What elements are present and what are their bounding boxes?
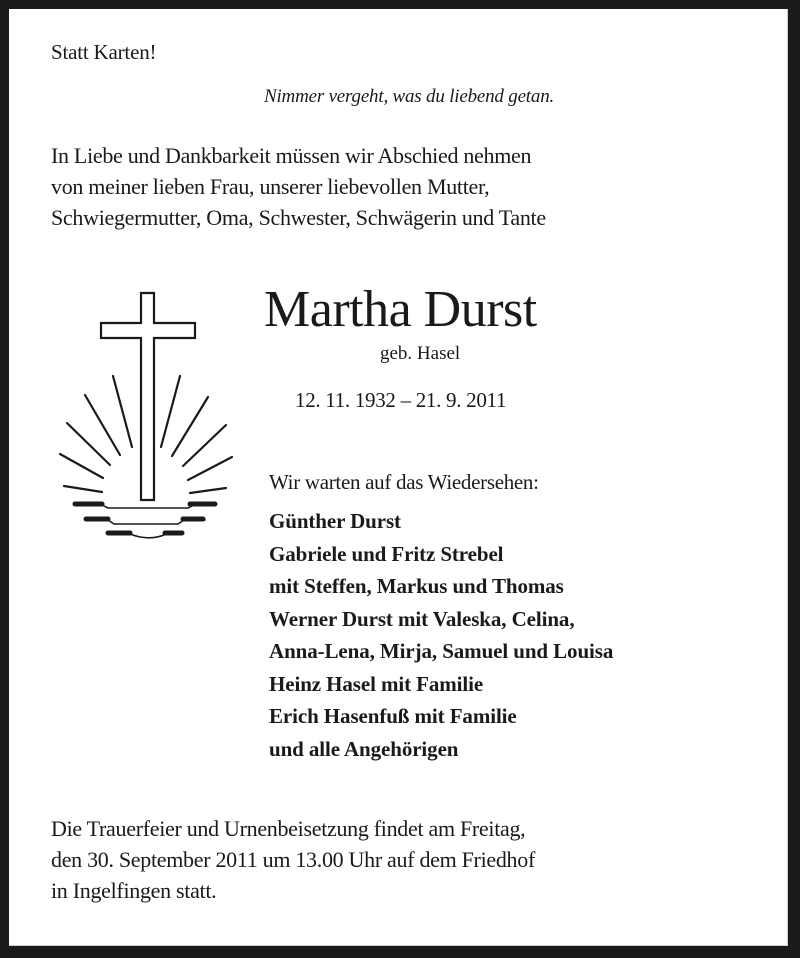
cross-with-sunrays-icon [50, 280, 250, 550]
mourner-line: mit Steffen, Markus und Thomas [269, 574, 564, 598]
service-line: in Ingelfingen statt. [51, 878, 217, 903]
deceased-name: Martha Durst [264, 281, 537, 338]
mourner-line: Erich Hasenfuß mit Familie [269, 704, 517, 728]
mourner-line: und alle Angehörigen [269, 736, 459, 761]
mourner-line: Anna-Lena, Mirja, Samuel und Louisa [269, 639, 614, 663]
mourners-intro: Wir warten auf das Wiedersehen: [269, 470, 539, 494]
mourner-line: Werner Durst mit Valeska, Celina, [269, 606, 575, 631]
mourner-line: Heinz Hasel mit Familie [269, 671, 484, 696]
intro-line: In Liebe und Dankbarkeit müssen wir Abschied nehmen [51, 143, 532, 168]
mourner-line: Gabriele und Fritz Strebel [269, 541, 504, 566]
intro-line: von meiner lieben Frau, unserer liebevollen Mutter, [51, 174, 490, 199]
intro-paragraph [51, 140, 546, 233]
mourner-line: Günther Durst [269, 509, 401, 533]
motto-quote: Nimmer vergeht, was du liebend getan. [264, 86, 555, 107]
maiden-name: geb. Hasel [380, 343, 461, 364]
service-details [51, 813, 535, 906]
service-line: den 30. September 2011 um 13.00 Uhr auf dem Friedhof [51, 847, 535, 872]
heading-statt-karten: Statt Karten! [51, 40, 157, 64]
intro-line: Schwiegermutter, Oma, Schwester, Schwägerin und Tante [51, 205, 546, 230]
life-dates: 12. 11. 1932 – 21. 9. 2011 [295, 388, 507, 412]
mourners-list [269, 505, 613, 765]
service-line: Die Trauerfeier und Urnenbeisetzung findet am Freitag, [51, 816, 526, 841]
